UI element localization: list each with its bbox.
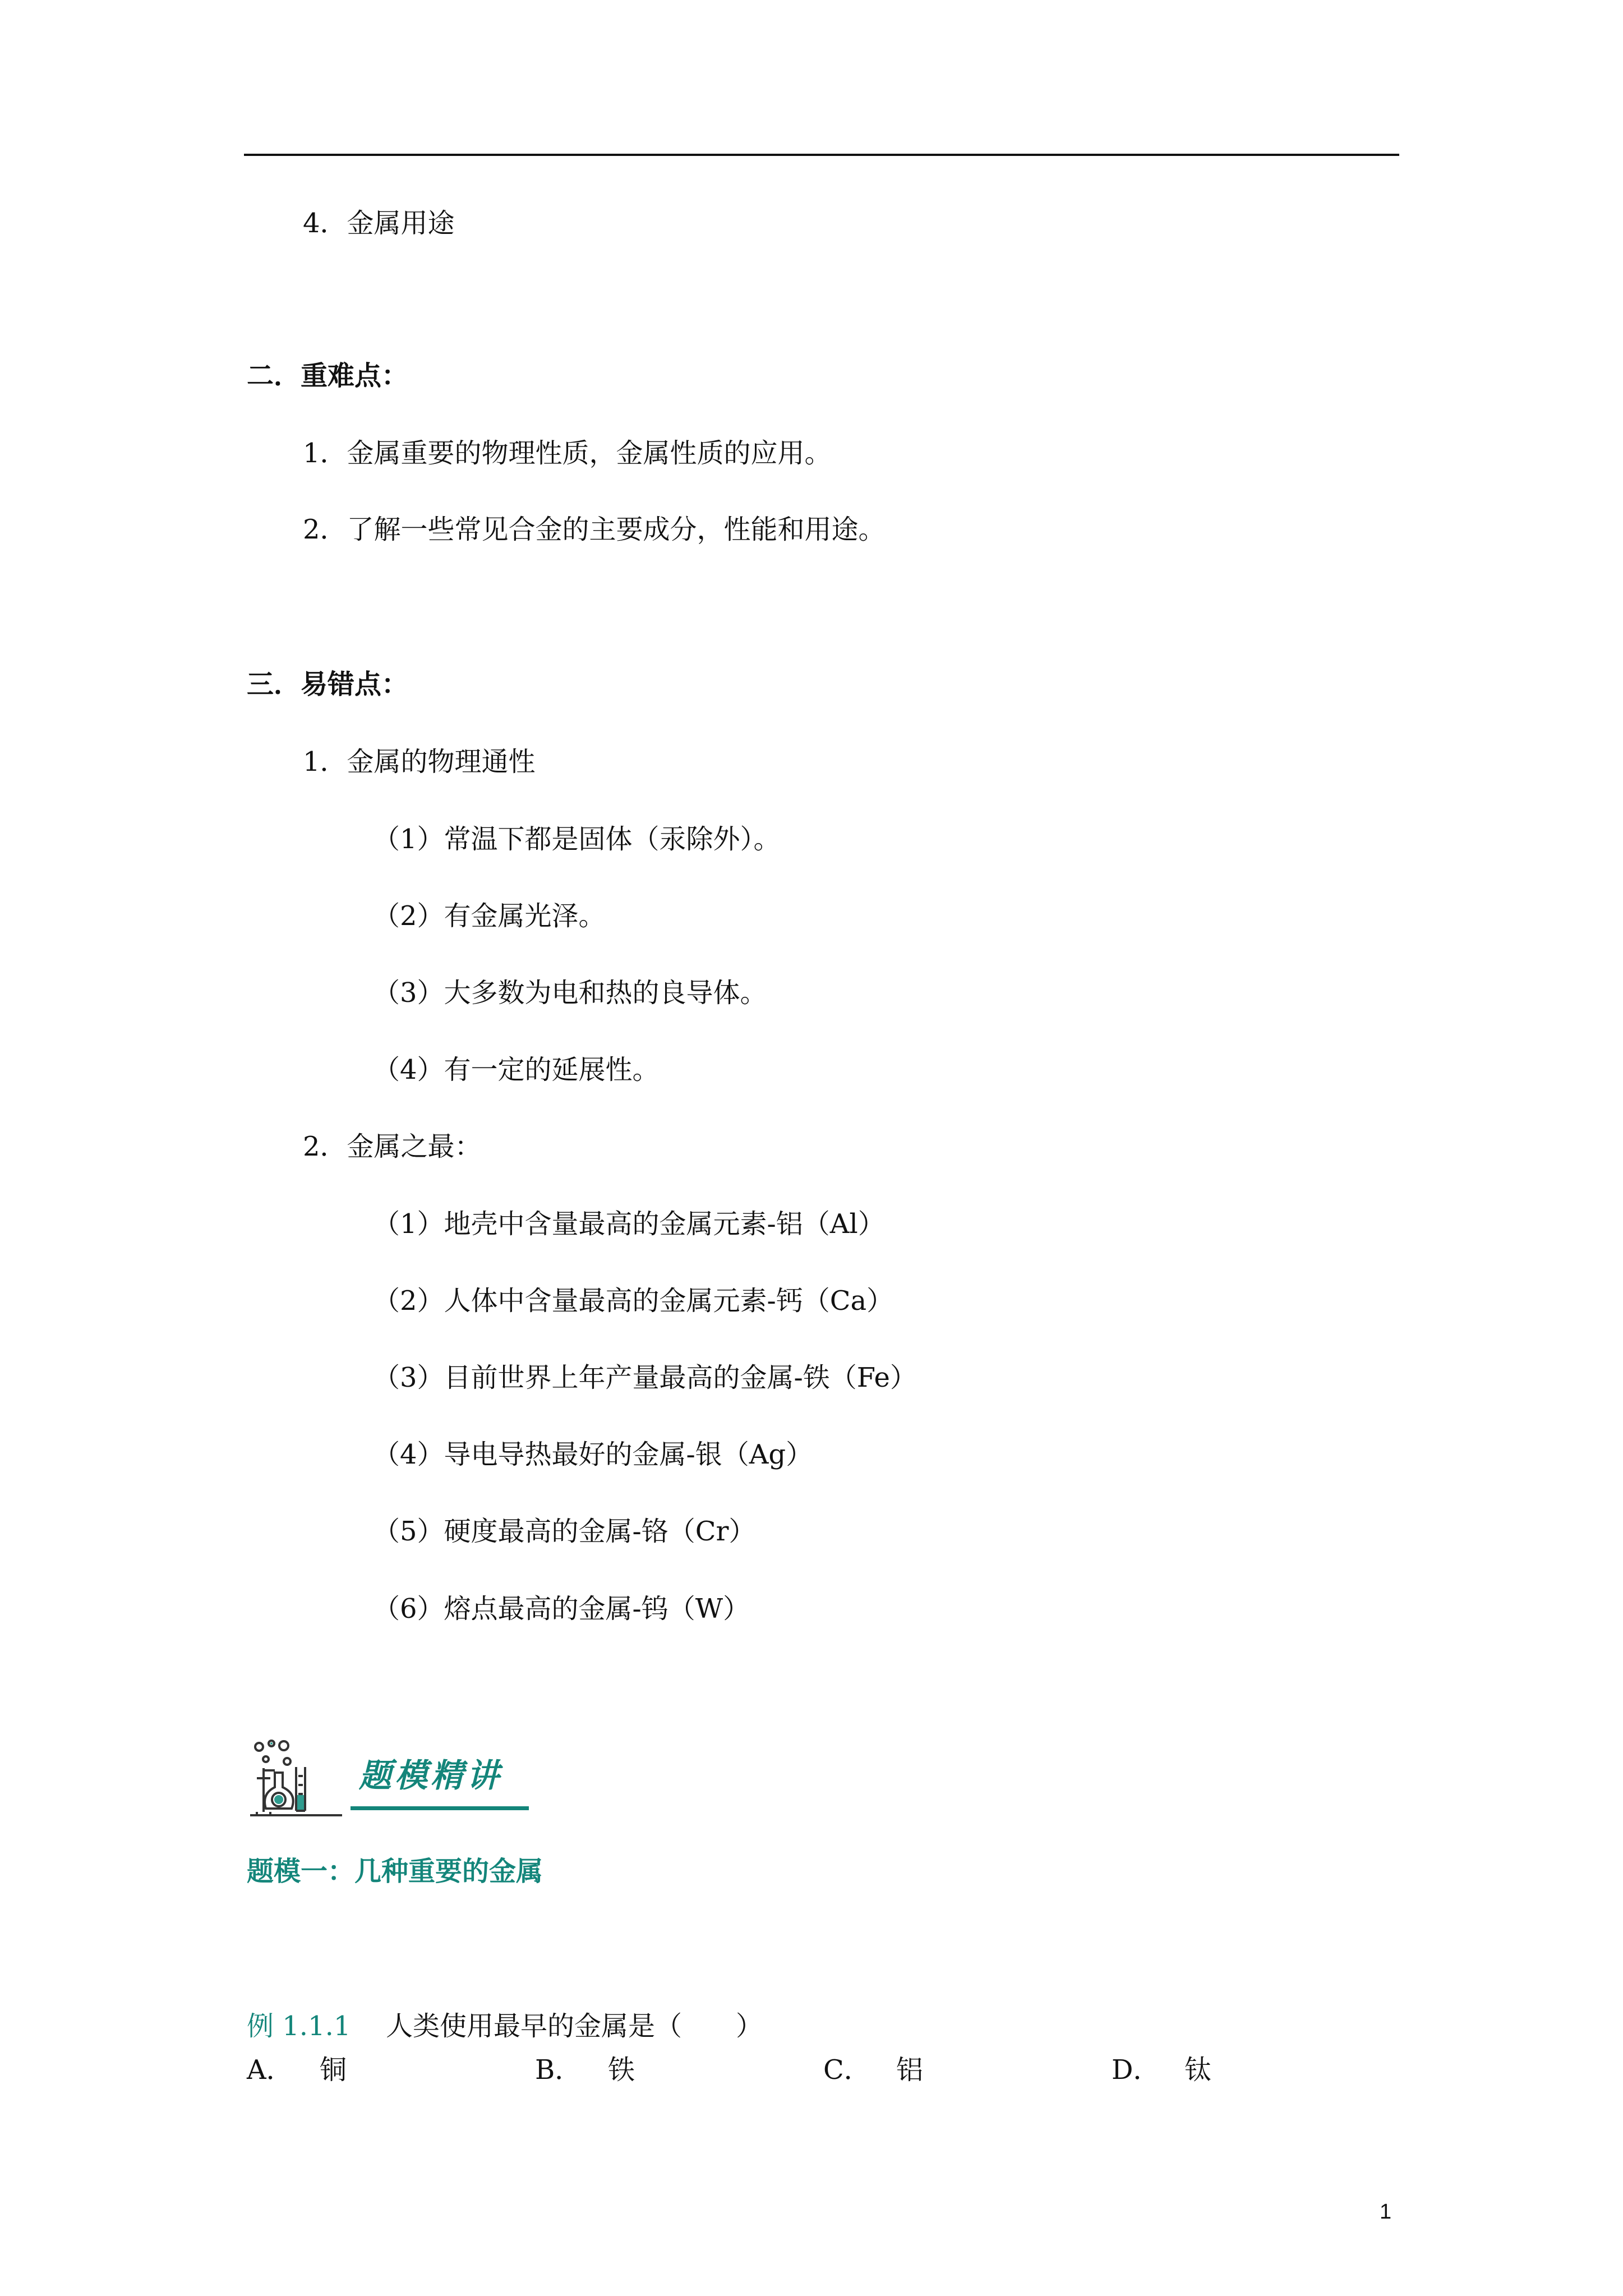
option-d-letter: D． <box>1112 2054 1160 2086</box>
section-3-item-1: 1．金属的物理通性 <box>303 746 536 777</box>
option-d-text: 钛 <box>1184 2054 1212 2086</box>
section-2-item-2: 2．了解一些常见合金的主要成分，性能和用途。 <box>303 514 886 545</box>
list-item: （3）大多数为电和热的良导体。 <box>373 977 767 1009</box>
lab-flask-icon <box>247 1739 348 1823</box>
list-item: （2）有金属光泽。 <box>373 900 606 932</box>
example-question: 人类使用最早的金属是（ ） <box>386 2010 763 2042</box>
list-item: （4）导电导热最好的金属-银（Ag） <box>373 1439 813 1470</box>
list-item: （4）有一定的延展性。 <box>373 1054 660 1085</box>
list-item: （2）人体中含量最高的金属元素-钙（Ca） <box>373 1285 894 1317</box>
section-banner-title: 题模精讲 <box>359 1756 503 1795</box>
option-a-text: 铜 <box>320 2054 347 2086</box>
option-c-text: 铝 <box>896 2054 924 2086</box>
list-item: （6）熔点最高的金属-钨（W） <box>373 1593 750 1625</box>
section-3-heading: 三．易错点： <box>247 669 409 700</box>
list-item: （3）目前世界上年产量最高的金属-铁（Fe） <box>373 1362 917 1393</box>
option-b-text: 铁 <box>608 2054 635 2086</box>
topic-heading: 题模一：几种重要的金属 <box>247 1856 543 1887</box>
example-label: 例 1.1.1 <box>247 2010 351 2042</box>
item-4: 4．金属用途 <box>303 208 455 239</box>
list-item: （1）常温下都是固体（汞除外）。 <box>373 823 781 855</box>
section-2-item-1: 1．金属重要的物理性质，金属性质的应用。 <box>303 438 832 469</box>
page-number: 1 <box>1380 2200 1392 2224</box>
list-item: （5）硬度最高的金属-铬（Cr） <box>373 1516 756 1547</box>
section-2-heading: 二．重难点： <box>247 360 409 392</box>
option-b-letter: B． <box>535 2054 582 2086</box>
section-3-item-2: 2．金属之最： <box>303 1131 482 1162</box>
list-item: （1）地壳中含量最高的金属元素-铝（Al） <box>373 1208 885 1240</box>
section-banner-underline <box>351 1806 529 1810</box>
option-a-letter: A． <box>247 2054 293 2086</box>
header-rule <box>244 154 1399 156</box>
option-c-letter: C． <box>823 2054 871 2086</box>
